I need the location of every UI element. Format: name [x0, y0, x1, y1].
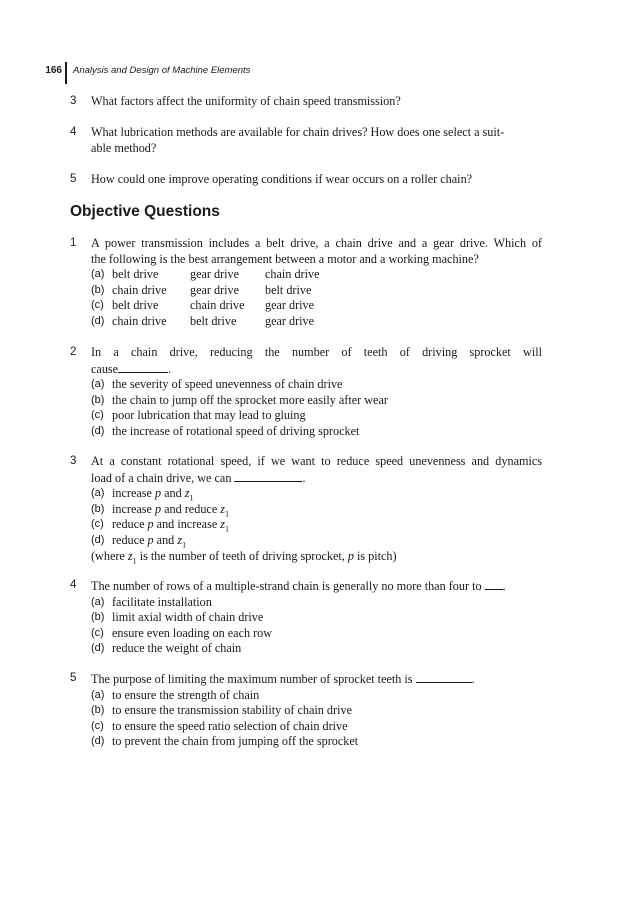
- option-cell: belt drive: [112, 298, 159, 313]
- option-letter: (b): [91, 704, 105, 717]
- option-row: [91, 486, 542, 502]
- option-text: reduce: [112, 532, 145, 547]
- option-row: [91, 610, 542, 626]
- option-row: [91, 267, 542, 283]
- option-cell: belt drive: [112, 267, 159, 282]
- note-text: is pitch): [356, 548, 397, 563]
- question-number: 4: [70, 126, 77, 138]
- option-row: [91, 626, 542, 642]
- page-number: 166: [45, 65, 62, 76]
- option-letter: (b): [91, 502, 105, 515]
- option-row: [91, 502, 542, 518]
- question-text-line: In a chain drive, reducing the number of teeth of driving sprocket will: [91, 345, 542, 359]
- question-number: 2: [70, 346, 77, 358]
- option-letter: (a): [91, 595, 105, 608]
- option-text: increase: [112, 486, 152, 501]
- answer-blank: [416, 671, 472, 683]
- question-text-fragment: .: [168, 361, 172, 376]
- note-text: (where: [91, 548, 125, 563]
- question-text: The purpose of limiting the maximum number of sprocket teeth is: [91, 672, 413, 686]
- objective-question-1: [70, 236, 542, 330]
- option-letter: (c): [91, 719, 104, 732]
- option-text: the severity of speed unevenness of chain drive: [112, 377, 343, 392]
- question-text-fragment: .: [302, 470, 306, 485]
- option-letter: (a): [91, 268, 105, 281]
- option-letter: (c): [91, 299, 104, 312]
- option-row: [91, 314, 542, 330]
- question-text-line: What lubrication methods are available for chain drives? How does one select a suit-: [91, 125, 505, 139]
- option-row: [91, 641, 542, 657]
- option-cell: gear drive: [265, 298, 315, 313]
- variable-p: p: [154, 486, 162, 501]
- variable-p: p: [147, 517, 154, 532]
- note-text: is the number of teeth of driving sprocket,: [139, 548, 345, 563]
- option-letter: (c): [91, 518, 104, 531]
- question-text-fragment: load of a chain drive, we can: [91, 470, 232, 485]
- option-letter: (d): [91, 533, 105, 546]
- option-text: to ensure the speed ratio selection of chain drive: [112, 718, 348, 733]
- option-letter: (b): [91, 283, 105, 296]
- question-text-line: able method?: [91, 140, 157, 155]
- option-text: ensure even loading on each row: [112, 625, 273, 640]
- subscript: 1: [225, 509, 230, 519]
- question-text: How could one improve operating conditions if wear occurs on a roller chain?: [91, 172, 473, 186]
- question-text-fragment: cause: [91, 361, 119, 376]
- question-text-line: At a constant rotational speed, if we want to reduce speed unevenness and dynamics: [91, 454, 542, 468]
- option-cell: belt drive: [265, 282, 312, 297]
- objective-question-2: [70, 345, 542, 440]
- header-divider: [65, 62, 67, 84]
- subscript: 1: [132, 556, 137, 565]
- option-row: [91, 533, 542, 549]
- option-cell: chain drive: [190, 298, 245, 313]
- option-cell: gear drive: [265, 313, 315, 328]
- objective-question-3: [70, 454, 542, 564]
- subscript: 1: [189, 493, 194, 503]
- option-text: to ensure the transmission stability of chain drive: [112, 703, 352, 718]
- subscript: 1: [225, 524, 230, 534]
- option-text: facilitate installation: [112, 594, 212, 609]
- objective-question-5: [70, 671, 542, 750]
- variable-p: p: [147, 532, 154, 547]
- option-cell: chain drive: [112, 282, 167, 297]
- review-question-3: [70, 94, 542, 110]
- option-cell: chain drive: [112, 313, 167, 328]
- question-number: 5: [70, 173, 77, 185]
- question-number: 1: [70, 237, 77, 249]
- answer-blank: [234, 470, 302, 482]
- option-cell: gear drive: [190, 282, 240, 297]
- option-text: to ensure the strength of chain: [112, 687, 260, 702]
- option-letter: (b): [91, 393, 105, 406]
- option-row: [91, 408, 542, 424]
- variable-z: z: [184, 486, 190, 501]
- question-text: The number of rows of a multiple-strand chain is generally no more than four to: [91, 579, 482, 593]
- option-cell: gear drive: [190, 267, 240, 282]
- option-row: [91, 703, 542, 719]
- option-letter: (d): [91, 642, 105, 655]
- option-text: the increase of rotational speed of driving sprocket: [112, 423, 360, 438]
- option-row: [91, 393, 542, 409]
- subscript: 1: [182, 540, 187, 550]
- question-number: 4: [70, 579, 77, 591]
- variable-z: z: [220, 517, 226, 532]
- option-letter: (d): [91, 735, 105, 748]
- option-text: and: [156, 532, 175, 547]
- option-text: increase: [112, 501, 152, 516]
- review-question-5: [70, 172, 542, 188]
- question-number: 3: [70, 95, 77, 107]
- answer-blank: [118, 361, 168, 373]
- option-text: poor lubrication that may lead to gluing: [112, 408, 306, 423]
- option-row: [91, 424, 542, 440]
- option-row: [91, 595, 542, 611]
- options-list: [91, 486, 542, 564]
- question-text-line: A power transmission includes a belt drive, a chain drive and a gear drive. Which of: [91, 236, 542, 250]
- variable-z: z: [127, 548, 133, 563]
- running-title: Analysis and Design of Machine Elements: [73, 65, 251, 76]
- option-text: and reduce: [164, 501, 218, 516]
- option-text: and increase: [156, 517, 218, 532]
- option-row: [91, 517, 542, 533]
- option-letter: (b): [91, 611, 105, 624]
- objective-question-4: [70, 578, 542, 657]
- option-letter: (a): [91, 378, 105, 391]
- option-row: [91, 688, 542, 704]
- options-list: [91, 688, 542, 750]
- options-list: [91, 377, 542, 439]
- option-text: and: [164, 486, 182, 501]
- variable-p: p: [154, 501, 162, 516]
- question-number: 5: [70, 672, 77, 684]
- options-table: [91, 267, 542, 329]
- question-number: 3: [70, 455, 77, 467]
- option-letter: (a): [91, 688, 105, 701]
- question-text-fragment: .: [502, 579, 506, 593]
- question-text: What factors affect the uniformity of chain speed transmission?: [91, 94, 401, 108]
- options-list: [91, 595, 542, 657]
- option-cell: chain drive: [265, 267, 320, 282]
- question-text-fragment: .: [471, 672, 475, 686]
- option-row: [91, 283, 542, 299]
- option-letter: (d): [91, 314, 105, 327]
- option-row: [91, 298, 542, 314]
- section-title: Objective Questions: [70, 203, 220, 220]
- answer-blank: [485, 578, 503, 590]
- option-row: [91, 719, 542, 735]
- variable-z: z: [177, 532, 183, 547]
- option-text: the chain to jump off the sprocket more easily after wear: [112, 392, 388, 407]
- option-text: reduce: [112, 517, 145, 532]
- option-row: [91, 377, 542, 393]
- option-text: reduce the weight of chain: [112, 641, 242, 656]
- option-letter: (d): [91, 424, 105, 437]
- option-letter: (c): [91, 626, 104, 639]
- option-cell: belt drive: [190, 313, 237, 328]
- option-letter: (c): [91, 409, 104, 422]
- question-text-line: the following is the best arrangement between a motor and a working machine?: [91, 251, 479, 266]
- question-note: [91, 549, 542, 565]
- review-question-4: [70, 125, 542, 156]
- variable-p: p: [347, 548, 354, 563]
- option-letter: (a): [91, 487, 105, 500]
- variable-z: z: [220, 501, 226, 516]
- option-text: limit axial width of chain drive: [112, 610, 264, 625]
- option-text: to prevent the chain from jumping off the sprocket: [112, 734, 359, 749]
- option-row: [91, 734, 542, 750]
